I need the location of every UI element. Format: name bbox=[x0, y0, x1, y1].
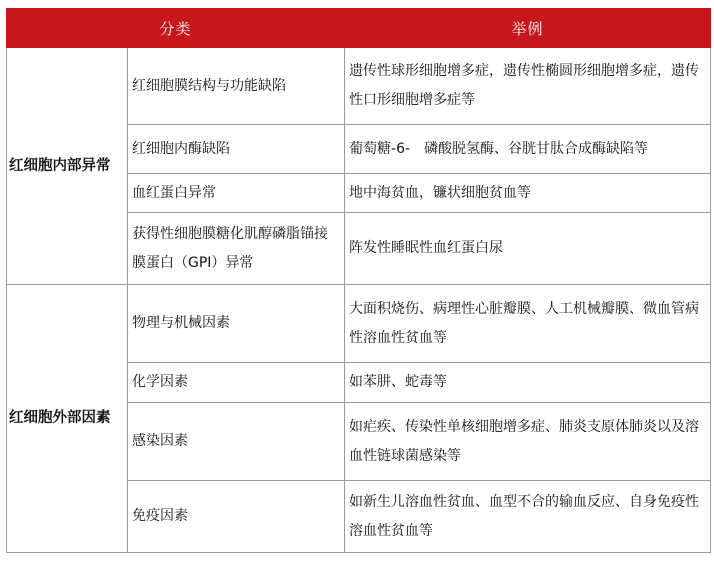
classification-table bbox=[6, 8, 711, 553]
header-example: 举例 bbox=[345, 9, 711, 48]
example-cell: 葡萄糖-6- 磷酸脱氢酶、谷胱甘肽合成酶缺陷等 bbox=[345, 125, 711, 174]
subcategory-cell: 物理与机械因素 bbox=[128, 285, 345, 363]
header-category: 分类 bbox=[7, 9, 345, 48]
example-cell: 如新生儿溶血性贫血、血型不合的输血反应、自身免疫性溶血性贫血等 bbox=[345, 481, 711, 553]
example-cell: 大面积烧伤、病理性心脏瓣膜、人工机械瓣膜、微血管病性溶血性贫血等 bbox=[345, 285, 711, 363]
example-cell: 如疟疾、传染性单核细胞增多症、肺炎支原体肺炎以及溶血性链球菌感染等 bbox=[345, 403, 711, 481]
example-cell: 遗传性球形细胞增多症，遗传性椭圆形细胞增多症，遗传性口形细胞增多症等 bbox=[345, 48, 711, 125]
subcategory-cell: 红细胞膜结构与功能缺陷 bbox=[128, 48, 345, 125]
subcategory-cell: 获得性细胞膜糖化肌醇磷脂锚接膜蛋白（GPI）异常 bbox=[128, 213, 345, 285]
example-cell: 如苯肼、蛇毒等 bbox=[345, 363, 711, 403]
subcategory-cell: 感染因素 bbox=[128, 403, 345, 481]
subcategory-cell: 化学因素 bbox=[128, 363, 345, 403]
table-header-row bbox=[7, 9, 711, 48]
subcategory-cell: 红细胞内酶缺陷 bbox=[128, 125, 345, 174]
example-cell: 阵发性睡眠性血红蛋白尿 bbox=[345, 213, 711, 285]
subcategory-cell: 血红蛋白异常 bbox=[128, 174, 345, 213]
example-cell: 地中海贫血，镰状细胞贫血等 bbox=[345, 174, 711, 213]
table-row bbox=[7, 285, 711, 363]
table-row bbox=[7, 48, 711, 125]
group-label-internal: 红细胞内部异常 bbox=[7, 48, 128, 285]
classification-table-wrapper bbox=[6, 8, 710, 553]
group-label-external: 红细胞外部因素 bbox=[7, 285, 128, 553]
subcategory-cell: 免疫因素 bbox=[128, 481, 345, 553]
